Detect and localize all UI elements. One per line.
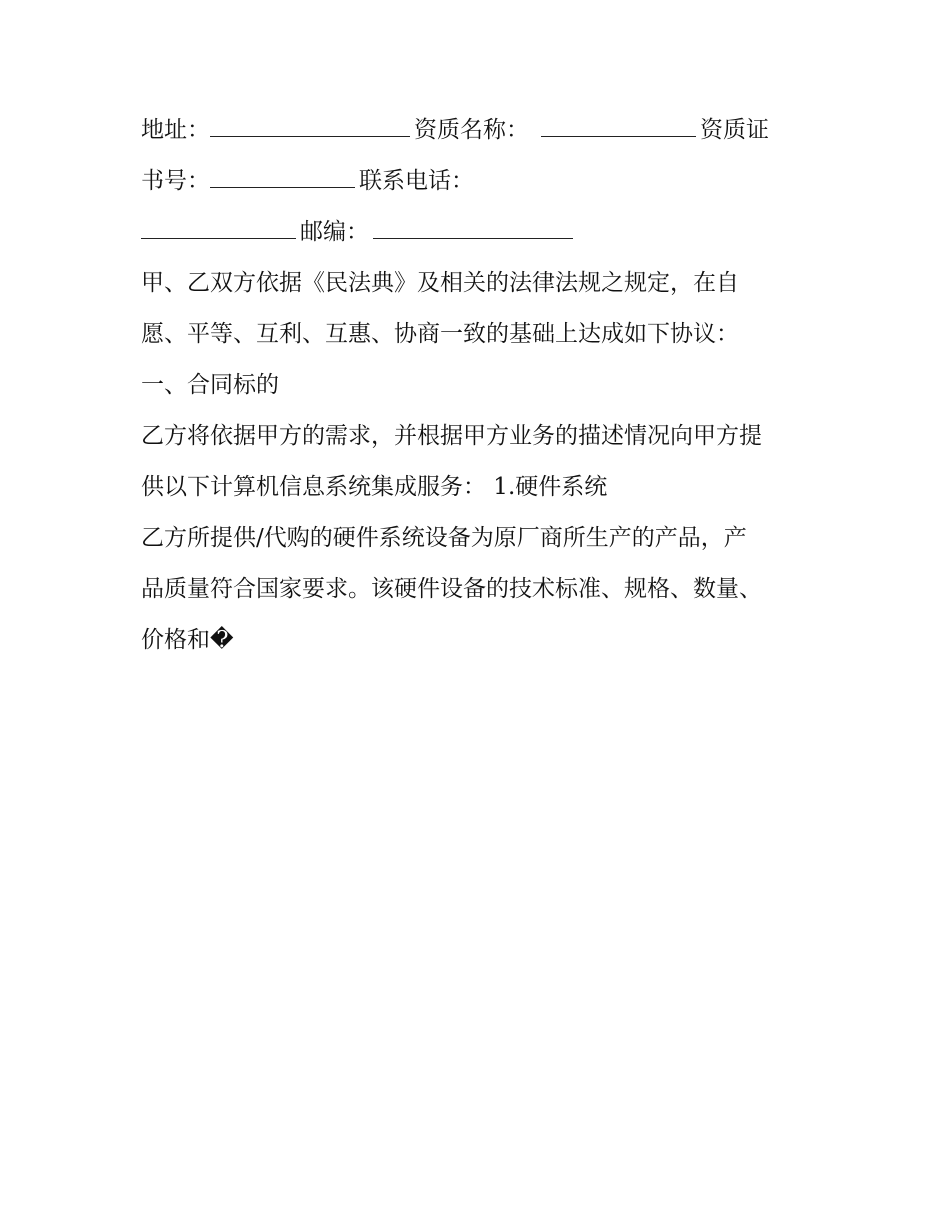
postcode-blank[interactable] [373, 218, 573, 239]
section-1-para-2-line-1: 乙方所提供/代购的硬件系统设备为原厂商所生产的产品，产 [141, 525, 747, 551]
cert-number-blank[interactable] [210, 167, 355, 188]
postcode-label: 邮编： [300, 219, 369, 245]
qualification-name-label: 资质名称： [414, 117, 529, 143]
address-blank[interactable] [210, 116, 410, 137]
section-1-heading: 一、合同标的 [141, 372, 279, 398]
address-label: 地址： [141, 117, 210, 143]
address-line [141, 105, 821, 156]
section-1-para-2-line-2: 品质量符合国家要求。该硬件设备的技术标准、规格、数量、 [141, 576, 762, 602]
section-1-para-1-line-2: 供以下计算机信息系统集成服务： 1.硬件系统 [141, 474, 608, 500]
qualification-cert-label-part2: 书号： [141, 168, 210, 194]
qualification-name-blank[interactable] [541, 116, 696, 137]
cert-phone-line [141, 156, 821, 207]
section-1-para-1-line-1: 乙方将依据甲方的需求，并根据甲方业务的描述情况向甲方提 [141, 423, 762, 449]
intro-line-1: 甲、乙双方依据《民法典》及相关的法律法规之规定，在自 [141, 270, 739, 296]
phone-postcode-line [141, 207, 821, 258]
contract-text [141, 105, 821, 666]
section-1-para-2-line-3: 价格和� [141, 627, 234, 653]
phone-blank[interactable] [141, 218, 296, 239]
phone-label: 联系电话： [359, 168, 474, 194]
qualification-cert-label-part1: 资质证 [700, 117, 769, 143]
intro-line-2: 愿、平等、互利、互惠、协商一致的基础上达成如下协议： [141, 321, 739, 347]
